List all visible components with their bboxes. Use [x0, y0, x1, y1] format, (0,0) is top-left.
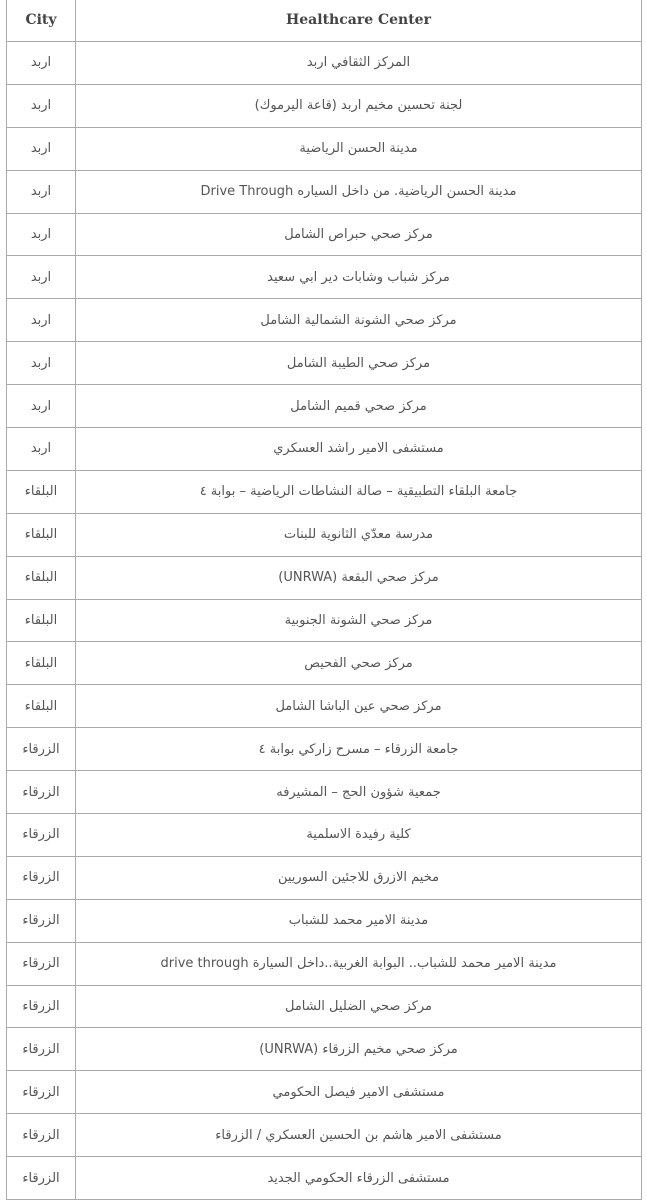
city-cell: الزرقاء: [7, 771, 76, 814]
table-row: [7, 1071, 642, 1114]
healthcare-center-cell: مركز صحي عين الباشا الشامل: [76, 685, 642, 728]
healthcare-center-cell: كلية رفيدة الاسلمية: [76, 814, 642, 857]
healthcare-center-cell: جامعة الزرقاء – مسرح زاركي بوابة ٤: [76, 728, 642, 771]
table-row: [7, 942, 642, 985]
table-row: [7, 342, 642, 385]
table-row: [7, 814, 642, 857]
city-cell: اربد: [7, 256, 76, 299]
table-row: [7, 1114, 642, 1157]
city-cell: اربد: [7, 213, 76, 256]
table-row: [7, 299, 642, 342]
city-cell: الزرقاء: [7, 856, 76, 899]
table-row: [7, 642, 642, 685]
healthcare-center-cell: مركز صحي الشونة الشمالية الشامل: [76, 299, 642, 342]
city-cell: الزرقاء: [7, 728, 76, 771]
healthcare-center-cell: مركز صحي الطيبة الشامل: [76, 342, 642, 385]
healthcare-center-cell: مركز صحي الضليل الشامل: [76, 985, 642, 1028]
city-cell: الزرقاء: [7, 1028, 76, 1071]
table-row: [7, 771, 642, 814]
healthcare-center-cell: مستشفى الامير هاشم بن الحسين العسكري / الزرقاء: [76, 1114, 642, 1157]
table-row: [7, 856, 642, 899]
city-cell: اربد: [7, 428, 76, 471]
table-row: [7, 556, 642, 599]
healthcare-center-cell: مدرسة معدّي الثانوية للبنات: [76, 513, 642, 556]
healthcare-center-cell: المركز الثقافي اربد: [76, 42, 642, 85]
city-cell: البلقاء: [7, 599, 76, 642]
healthcare-center-cell: مدينة الامير محمد للشباب: [76, 899, 642, 942]
table-row: [7, 213, 642, 256]
city-cell: اربد: [7, 170, 76, 213]
healthcare-center-cell: مدينة الحسن الرياضية: [76, 127, 642, 170]
city-cell: اربد: [7, 385, 76, 428]
healthcare-center-cell: مستشفى الامير فيصل الحكومي: [76, 1071, 642, 1114]
table-row: [7, 42, 642, 85]
table-row: [7, 170, 642, 213]
city-cell: الزرقاء: [7, 1071, 76, 1114]
healthcare-center-cell: مركز صحي حبراص الشامل: [76, 213, 642, 256]
city-cell: اربد: [7, 299, 76, 342]
table-row: [7, 899, 642, 942]
healthcare-center-cell: مدينة الامير محمد للشباب.. البوابة الغربية..داخل السيارة drive through: [76, 942, 642, 985]
healthcare-center-cell: مركز صحي الفحيص: [76, 642, 642, 685]
city-cell: اربد: [7, 127, 76, 170]
healthcare-center-cell: لجنة تحسين مخيم اربد (قاعة اليرموك): [76, 84, 642, 127]
table-row: [7, 728, 642, 771]
city-cell: الزرقاء: [7, 942, 76, 985]
table-row: [7, 599, 642, 642]
city-cell: البلقاء: [7, 642, 76, 685]
table-row: [7, 985, 642, 1028]
city-cell: الزرقاء: [7, 985, 76, 1028]
healthcare-center-cell: مركز شباب وشابات دير ابي سعيد: [76, 256, 642, 299]
table-row: [7, 256, 642, 299]
table-body: [7, 42, 642, 1200]
table-row: [7, 127, 642, 170]
city-cell: الزرقاء: [7, 1114, 76, 1157]
table-row: [7, 1028, 642, 1071]
city-cell: الزرقاء: [7, 814, 76, 857]
table-row: [7, 685, 642, 728]
healthcare-center-cell: مدينة الحسن الرياضية. من داخل السياره Drive Through: [76, 170, 642, 213]
table-row: [7, 1157, 642, 1200]
healthcare-centers-table: [6, 0, 642, 1200]
table-row: [7, 513, 642, 556]
city-column-header: City: [7, 0, 76, 42]
table-row: [7, 428, 642, 471]
city-cell: الزرقاء: [7, 899, 76, 942]
city-cell: البلقاء: [7, 685, 76, 728]
healthcare-center-cell: مستشفى الامير راشد العسكري: [76, 428, 642, 471]
healthcare-center-cell: جامعة البلقاء التطبيقية – صالة النشاطات الرياضية – بوابة ٤: [76, 470, 642, 513]
table-row: [7, 84, 642, 127]
healthcare-center-cell: مستشفى الزرقاء الحكومي الجديد: [76, 1157, 642, 1200]
table-row: [7, 470, 642, 513]
city-cell: البلقاء: [7, 470, 76, 513]
healthcare-center-cell: مخيم الازرق للاجئين السوريين: [76, 856, 642, 899]
healthcare-center-column-header: Healthcare Center: [76, 0, 642, 42]
city-cell: البلقاء: [7, 556, 76, 599]
healthcare-center-cell: مركز صحي مخيم الزرقاء (UNRWA): [76, 1028, 642, 1071]
city-cell: الزرقاء: [7, 1157, 76, 1200]
city-cell: اربد: [7, 42, 76, 85]
city-cell: البلقاء: [7, 513, 76, 556]
healthcare-center-cell: مركز صحي البقعة (UNRWA): [76, 556, 642, 599]
healthcare-center-cell: مركز صحي قميم الشامل: [76, 385, 642, 428]
healthcare-center-cell: مركز صحي الشونة الجنوبية: [76, 599, 642, 642]
table-row: [7, 385, 642, 428]
city-cell: اربد: [7, 84, 76, 127]
city-cell: اربد: [7, 342, 76, 385]
healthcare-center-cell: جمعية شؤون الحج – المشيرفه: [76, 771, 642, 814]
table-header-row: [7, 0, 642, 42]
